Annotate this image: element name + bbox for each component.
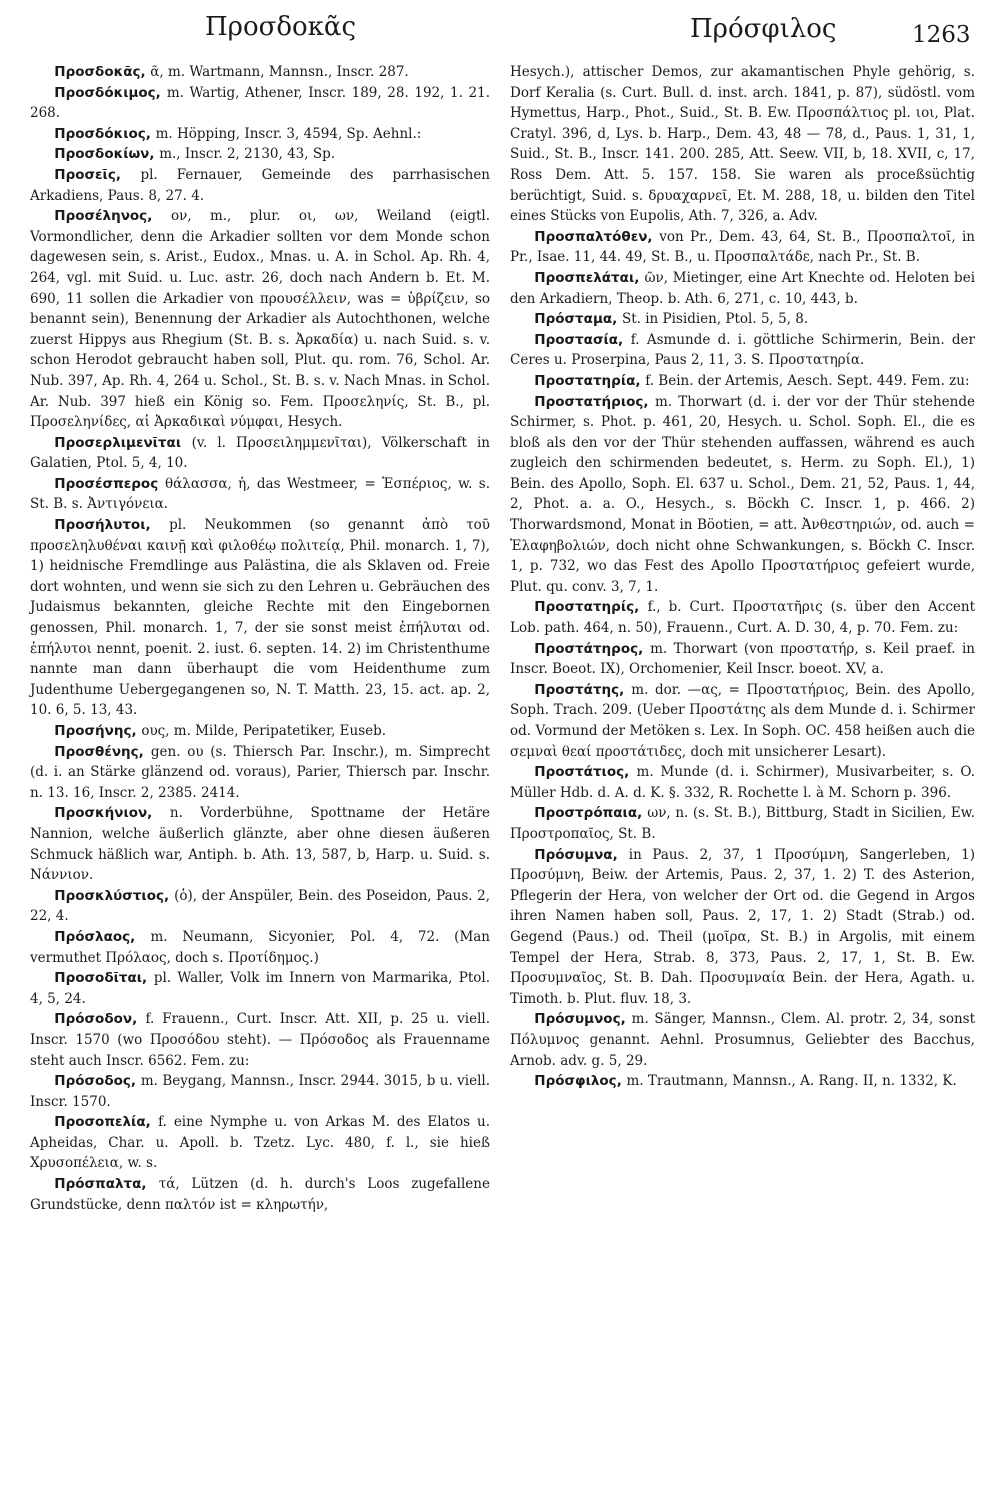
entry-headword: Προσέσπερος bbox=[54, 475, 159, 492]
entry-headword: Πρόσταμα, bbox=[534, 311, 618, 328]
entry-headword: Πρόσυμνα, bbox=[534, 846, 618, 863]
entry-text: von Pr., Dem. 43, 64, St. B., Προσπαλτοῖ, in Pr., Isae. 11, 44. 49, St. B., u. Προσπαλτάδε, nach Pr., St. B. bbox=[510, 228, 975, 266]
entry-headword: Προσδόκιος, bbox=[54, 125, 151, 142]
dictionary-entry bbox=[510, 330, 975, 371]
dictionary-entry bbox=[30, 206, 490, 433]
entry-headword: Προστρόπαια, bbox=[534, 805, 643, 822]
entry-headword: Προστατήριος, bbox=[534, 393, 649, 410]
entry-text: m. Beygang, Mannsn., Inscr. 2944. 3015, b u. viell. Inscr. 1570. bbox=[30, 1073, 490, 1110]
dictionary-entry bbox=[510, 597, 975, 638]
entry-text: m. Sänger, Mannsn., Clem. Al. protr. 2, 34, sonst Πόλυμνος genannt. Aehnl. Prosumnus, Geliebter des Bacchus, Arnob. adv. g. 5, 29. bbox=[510, 1011, 975, 1069]
entry-headword: Προσθένης, bbox=[54, 743, 144, 760]
entry-headword: Προσκλύστιος, bbox=[54, 887, 170, 904]
entry-headword: Προσοδῖται, bbox=[54, 970, 148, 987]
entry-text: τά, Lützen (d. h. durch's Loos zugefallene Grundstücke, denn παλτόν ist = κληρωτήν, bbox=[30, 1176, 490, 1213]
entry-text: f. Frauenn., Curt. Inscr. Att. XII, p. 25 u. viell. Inscr. 1570 (wo Προσόδου steht). — Πρόσοδος als Frauenname steht auch Inscr. 6562. Fem. zu: bbox=[30, 1011, 491, 1069]
dictionary-entry bbox=[30, 1174, 490, 1215]
entry-headword: Πρόσοδον, bbox=[54, 1011, 138, 1028]
left-running-head: Προσδοκᾶς bbox=[205, 12, 357, 42]
entry-text: f. eine Nymphe u. von Arkas M. des Elatos u. Apheidas, Char. u. Apoll. b. Tzetz. Lyc. 480, f. l., sie hieß Χρυσοπέλεια, w. s. bbox=[30, 1114, 490, 1172]
entry-text: ᾶ, m. Wartmann, Mannsn., Inscr. 287. bbox=[150, 64, 409, 80]
right-column bbox=[510, 62, 975, 1092]
dictionary-entry bbox=[30, 474, 490, 515]
right-running-head: Πρόσφιλος bbox=[690, 14, 837, 44]
entry-text: ους, m. Milde, Peripatetiker, Euseb. bbox=[141, 723, 387, 739]
entry-text: pl. Fernauer, Gemeinde des parrhasischen Arkadiens, Paus. 8, 27. 4. bbox=[30, 166, 490, 204]
dictionary-entry bbox=[510, 1071, 975, 1092]
entry-text: (v. l. Προσειλημμενῖται), Völkerschaft in Galatien, Ptol. 5, 4, 10. bbox=[30, 434, 490, 472]
dictionary-entry bbox=[510, 762, 975, 803]
dictionary-entry bbox=[510, 227, 975, 268]
entry-headword: Προσδόκιμος, bbox=[54, 84, 161, 101]
entry-text: in Paus. 2, 37, 1 Προσύμνη, Sangerleben, 1) Προσύμνη, Beiw. der Artemis, Paus. 2, 37, 1. 2) T. des Asterion, Pflegerin der Hera, von welcher der Ort od. die Gegend in Argos ihren Namen haben soll, Paus. 2, 17, 1. 2) Stadt (Strab.) od. Gegend (Paus.) od. Theil (μοῖρα, St. B.) in Argolis, mit einem Tempel der Hera, Strab. 8, 373, Paus. 2, 17, 1, St. B. Ew. Προσυμναῖος, St. B. Dah. Προσυμναία Bein. der Hera, Agath. u. Timoth. b. Plut. fluv. 18, 3. bbox=[510, 846, 976, 1007]
dictionary-entry bbox=[30, 886, 490, 927]
entry-text: St. in Pisidien, Ptol. 5, 5, 8. bbox=[621, 311, 809, 328]
dictionary-entry bbox=[30, 1071, 490, 1112]
entry-text: ων, n. (s. St. B.), Bittburg, Stadt in Sicilien, Ew. Προστροπαῖος, St. B. bbox=[510, 805, 975, 842]
entry-text: Hesych.), attischer Demos, zur akamantischen Phyle gehörig, s. Dorf Keralia (s. Curt. Bull. d. inst. arch. 1841, p. 87), südöstl. vom Hymettus, Harp., Phot., Suid., St. B. Ew. Προσπάλτιος pl. ιοι, Plat. Cratyl. 396, d, Lys. b. Harp., Dem. 43, 48 — 78, d., Paus. 1, 31, 1, Suid., St. B., Inscr. 141. 200. 285, Att. Seew. VII, b, 18. XVII, c, 17, Ross Dem. Att. 5. 157. 158. Sie waren als proceßsüchtig berüchtigt, Suid. s. δρυαχαρνεῖ, Et. M. 288, 18, u. bilden den Titel eines Stücks von Eupolis, Ath. 7, 326, a. Adv. bbox=[510, 64, 975, 225]
entry-headword: Πρόσοδος, bbox=[54, 1073, 137, 1090]
entry-headword: Προσδοκᾶς, bbox=[54, 64, 146, 80]
entry-text: f., b. Curt. Προστατῆρις (s. über den Accent Lob. path. 464, n. 50), Frauenn., Curt. A. D. 30, 4, p. 70. Fem. zu: bbox=[510, 599, 975, 637]
entry-headword: Προσέληνος, bbox=[54, 208, 153, 225]
dictionary-entry bbox=[510, 1009, 975, 1071]
entry-text: m. Thorwart (d. i. der vor der Thür stehende Schirmer, s. Phot. p. 461, 20, Hesych. u. Schol. Soph. El., die es bloß als den vor der Thür stehenden auffassen, während es auch zugleich den schirmenden bedeutet, s. Herm. zu Soph. El.), 1) Bein. des Apollo, Soph. El. 637 u. Schol., Dem. 21, 52, Paus. 1, 44, 2, Phot. a. a. O., Hesych., s. Böckh C. Inscr. 1, p. 466. 2) Thorwardsmond, Monat in Böotien, = att. Ἀνθεστηριών, od. auch = Ἐλαφηβολιών, doch nicht ohne Schwankungen, s. Böckh C. Inscr. 1, p. 732, wo das Fest des Apollo Προστατήριος gefeiert wurde, Plut. qu. conv. 3, 7, 1. bbox=[510, 393, 976, 595]
entry-headword: Προσκήνιον, bbox=[54, 805, 153, 822]
entry-text: m. Höpping, Inscr. 3, 4594, Sp. Aehnl.: bbox=[155, 125, 422, 142]
entry-text: ῶν, Mietinger, eine Art Knechte od. Heloten bei den Arkadiern, Theop. b. Ath. 6, 271, c. 10, 443, b. bbox=[510, 269, 976, 307]
dictionary-entry bbox=[30, 1009, 490, 1071]
dictionary-entry bbox=[510, 371, 975, 392]
entry-text: m. Munde (d. i. Schirmer), Musivarbeiter, s. O. Müller Hdb. d. A. d. K. §. 332, R. Rochette l. à M. Schorn p. 396. bbox=[510, 764, 976, 801]
entry-headword: Προστατηρίς, bbox=[534, 599, 640, 616]
dictionary-entry bbox=[30, 1112, 490, 1174]
dictionary-entry bbox=[30, 165, 490, 206]
entry-text: θάλασσα, ἡ, das Westmeer, = Ἑσπέριος, w. s. St. B. s. Ἀντιγόνεια. bbox=[30, 475, 491, 513]
entry-headword: Προστασία, bbox=[534, 331, 624, 348]
entry-headword: Προσπαλτόθεν, bbox=[534, 228, 653, 245]
dictionary-entry bbox=[30, 62, 490, 83]
entry-text: n. Vorderbühne, Spottname der Hetäre Nannion, welche äußerlich glänzte, aber ohne diesen äußeren Schmuck häßlich war, Antiph. b. Ath. 13, 587, b, Harp. u. Suid. s. Νάννιον. bbox=[30, 805, 491, 884]
entry-text: f. Asmunde d. i. göttliche Schirmerin, Bein. der Ceres u. Proserpina, Paus 2, 11, 3. S. Προστατηρία. bbox=[510, 331, 976, 369]
dictionary-entry bbox=[510, 803, 975, 844]
entry-headword: Προσπελάται, bbox=[534, 269, 640, 286]
entry-headword: Προσεῖς, bbox=[54, 166, 121, 183]
dictionary-entry bbox=[510, 845, 975, 1010]
entry-headword: Προσερλιμενῖται bbox=[54, 434, 182, 451]
entry-text: m. dor. —ας, = Προστατήριος, Bein. des Apollo, Soph. Trach. 209. (Ueber Προστάτης als dem Munde d. i. Schirmer od. Vormund der Metöken s. Lex. In Soph. OC. 458 heißen auch die σεμναὶ θεαί προστάτιδες, doch mit unsicherer Lesart). bbox=[510, 681, 975, 760]
entry-text: f. Bein. der Artemis, Aesch. Sept. 449. Fem. zu: bbox=[645, 372, 970, 389]
entry-headword: Προσήνης, bbox=[54, 723, 137, 739]
entry-text: m. Neumann, Sicyonier, Pol. 4, 72. (Man vermuthet Πρόλαος, doch s. Προτίδημος.) bbox=[30, 928, 491, 966]
dictionary-entry bbox=[510, 680, 975, 762]
dictionary-entry bbox=[30, 124, 490, 145]
entry-headword: Πρόσυμνος, bbox=[534, 1011, 626, 1028]
dictionary-entry bbox=[30, 515, 490, 721]
dictionary-entry bbox=[30, 433, 490, 474]
dictionary-entry bbox=[30, 144, 490, 165]
entry-text: m., Inscr. 2, 2130, 43, Sp. bbox=[159, 146, 336, 163]
dictionary-entry bbox=[510, 268, 975, 309]
page-header bbox=[0, 10, 1000, 50]
entry-headword: Προστάτης, bbox=[534, 681, 625, 698]
entry-headword: Προσοπελία, bbox=[54, 1114, 151, 1131]
entry-headword: Πρόσπαλτα, bbox=[54, 1176, 147, 1193]
dictionary-entry bbox=[30, 968, 490, 1009]
dictionary-entry bbox=[30, 83, 490, 124]
entry-text: pl. Neukommen (so genannt ἀπὸ τοῦ προσεληλυθέναι καινῇ καὶ φιλοθέῳ πολιτείᾳ, Phil. monarch. 1, 7), 1) heidnische Fremdlinge aus Palästina, die als Sklaven od. Freie dort wohnten, und wenn sie sich zu den Lehren u. Gebräuchen des Judaismus bekannten, gleiche Rechte mit den Eingebornen genossen, Phil. monarch. 1, 7, der sie sonst meist ἐπήλυται od. ἐπήλυτοι nennt, poenit. 2. iust. 6. septen. 14. 2) im Christenthume nannte man dann überhaupt die vom Heidenthume zum Judenthume Uebergegangenen so, N. T. Matth. 23, 15. act. ap. 2, 10. 6, 5. 13, 43. bbox=[30, 517, 491, 719]
dictionary-entry bbox=[30, 927, 490, 968]
entry-text: (ὁ), der Anspüler, Bein. des Poseidon, Paus. 2, 22, 4. bbox=[30, 887, 490, 925]
entry-text: m. Wartig, Athener, Inscr. 189, 28. 192, 1. 21. 268. bbox=[30, 84, 490, 122]
entry-headword: Προστατηρία, bbox=[534, 372, 641, 389]
dictionary-entry bbox=[510, 309, 975, 330]
entry-headword: Προσήλυτοι, bbox=[54, 517, 151, 534]
left-column bbox=[30, 62, 490, 1215]
dictionary-entry bbox=[30, 742, 490, 804]
dictionary-entry bbox=[30, 721, 490, 742]
entry-headword: Προσδοκίων, bbox=[54, 146, 155, 163]
entry-text: gen. ου (s. Thiersch Par. Inschr.), m. Simprecht (d. i. an Stärke glänzend od. voraus), Parier, Thiersch par. Inschr. n. 13. 16, Inscr. 2, 2385. 2414. bbox=[30, 743, 490, 801]
entry-text: m. Thorwart (von προστατήρ, s. Keil praef. in Inscr. Boeot. IX), Orchomenier, Keil Inscr. boeot. XV, a. bbox=[510, 640, 976, 678]
entry-headword: Προστάτιος, bbox=[534, 764, 630, 781]
dictionary-entry bbox=[510, 639, 975, 680]
entry-headword: Πρόσφιλος, bbox=[534, 1073, 622, 1090]
entry-text: m. Trautmann, Mannsn., A. Rang. II, n. 1332, K. bbox=[626, 1073, 957, 1090]
dictionary-entry bbox=[510, 62, 975, 227]
dictionary-entry bbox=[30, 803, 490, 885]
entry-text: pl. Waller, Volk im Innern von Marmarika, Ptol. 4, 5, 24. bbox=[30, 970, 491, 1007]
entry-text: ον, m., plur. οι, ων, Weiland (eigtl. Vormondlicher, denn die Arkadier sollten vor dem Monde schon dagewesen sein, s. Arist., Eudox., Mnas. u. A. in Schol. Ap. Rh. 4, 264, vgl. mit Suid. u. Luc. astr. 26, doch nach Andern b. Et. M. 690, 11 sollen die Arkadier von προυσέλλειν, was = ὑβρίζειν, so benannt sein), Benennung der Arkadier als Autochthonen, welche zuerst Hippys aus Rhegium (St. B. s. Ἀρκαδία) u. nach Suid. s. v. schon Herodot gebraucht haben soll, Plut. qu. rom. 76, Schol. Ar. Nub. 397, Ap. Rh. 4, 264 u. Schol., St. B. s. v. Nach Mnas. in Schol. Ar. Nub. 397 hieß ein König so. Fem. Προσεληνίς, St. B., pl. Προσεληνίδες, αἱ Ἀρκαδικαὶ νύμφαι, Hesych. bbox=[30, 208, 490, 431]
dictionary-entry bbox=[510, 392, 975, 598]
entry-headword: Προστάτηρος, bbox=[534, 640, 644, 657]
entry-headword: Πρόσλαος, bbox=[54, 928, 136, 945]
page-number: 1263 bbox=[912, 22, 971, 48]
